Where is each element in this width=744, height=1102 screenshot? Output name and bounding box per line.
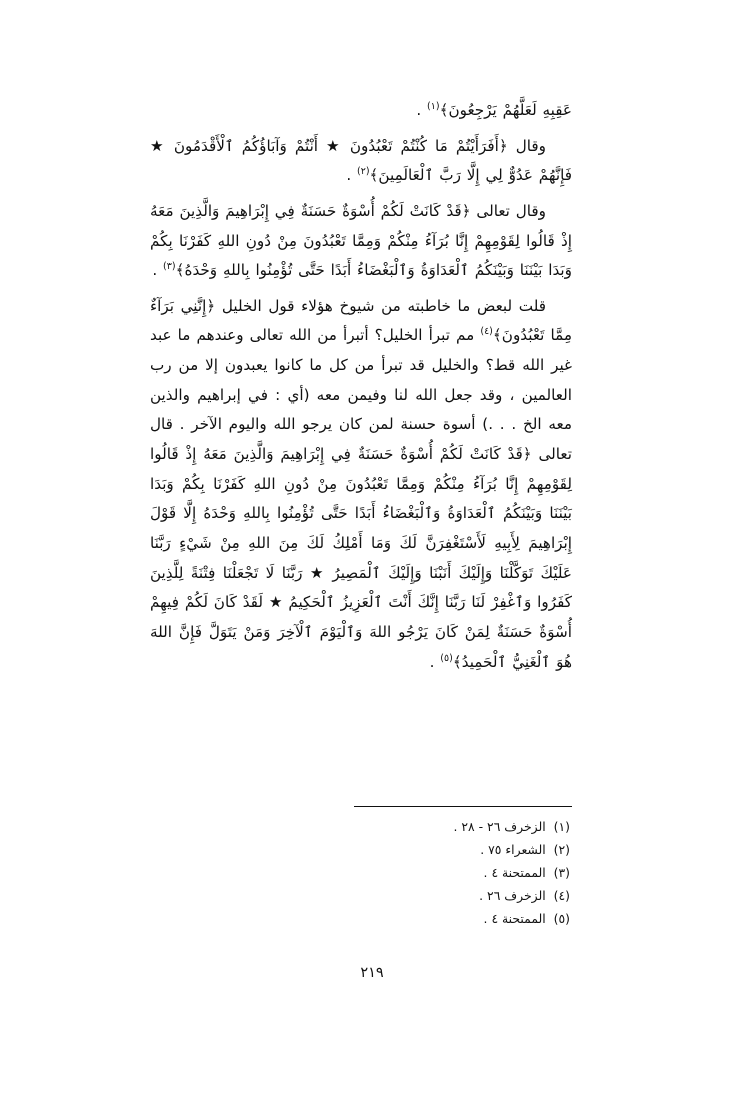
footnote-item xyxy=(150,908,572,931)
footnote-number: (٤) xyxy=(553,887,570,903)
footnote-ref-2: (٢) xyxy=(356,166,370,178)
footnote-text: الزخرف ٢٦ - ٢٨ . xyxy=(453,819,546,834)
footnote-number: (٢) xyxy=(553,841,570,857)
paragraph-1-text: عَقِبِهِ لَعَلَّهُمْ يَرْجِعُونَ﴾ xyxy=(439,101,572,119)
footnote-number: (١) xyxy=(553,819,570,834)
footnote-number: (٥) xyxy=(553,910,570,926)
paragraph-4-tail: مم تبرأ الخليل؟ أتبرأ من الله تعالى وعندهم ما عبد غير الله قط؟ والخليل قد تبرأ من كل ما كانوا يعبدون إلا من رب العالمين ، وقد جعل الله لنا وفيمن معه (أي : في إبراهيم والذين معه الخ . . .) أسوة حسنة لمن كان يرجو الله واليوم الآخر . قال تعالى ﴿قَدْ كَانَتْ لَكُمْ أُسْوَةٌ حَسَنَةٌ فِي إِبْرَاهِيمَ وَالَّذِينَ مَعَهُ إِذْ قَالُوا لِقَوْمِهِمْ إِنَّا بُرَآءُ مِنْكُمْ وَمِمَّا تَعْبُدُونَ مِنْ دُونِ اللهِ كَفَرْنَا بِكُمْ وَبَدَا بَيْنَنَا وَبَيْنَكُمُ ٱلْعَدَاوَةُ وَٱلْبَغْضَاءُ أَبَدًا حَتَّى تُؤْمِنُوا بِاللهِ وَحْدَهُ إِلَّا قَوْلَ إِبْرَاهِيمَ لِأَبِيهِ لَأَسْتَغْفِرَنَّ لَكَ وَمَا أَمْلِكُ لَكَ مِنَ اللهِ مِنْ شَيْءٍ رَبَّنَا عَلَيْكَ تَوَكَّلْنَا وَإِلَيْكَ أَنَبْنَا وَإِلَيْكَ ٱلْمَصِيرُ ★ رَبَّنَا لَا تَجْعَلْنَا فِتْنَةً لِلَّذِينَ كَفَرُوا وَٱغْفِرْ لَنَا رَبَّنَا إِنَّكَ أَنْتَ ٱلْعَزِيزُ ٱلْحَكِيمُ ★ لَقَدْ كَانَ لَكُمْ فِيهِمْ أُسْوَةٌ حَسَنَةٌ لِمَنْ كَانَ يَرْجُو اللهَ وَٱلْيَوْمَ ٱلْآخِرَ وَمَنْ يَتَوَلَّ فَإِنَّ اللهَ هُوَ ٱلْغَنِيُّ ٱلْحَمِيدُ﴾ xyxy=(150,326,572,671)
paragraph-4 xyxy=(150,292,572,677)
footnote-item xyxy=(150,839,572,862)
footnote-ref-3: (٣) xyxy=(163,261,176,273)
paragraph-2 xyxy=(150,132,572,191)
footnote-ref-1: (١) xyxy=(427,100,440,112)
footnote-separator xyxy=(354,806,572,807)
footnote-item xyxy=(150,862,572,885)
footnote-text: الزخرف ٢٦ . xyxy=(479,887,546,903)
footnote-ref-4: (٤) xyxy=(480,326,493,338)
footnote-number: (٣) xyxy=(553,864,570,880)
footnote-ref-5: (٥) xyxy=(440,652,453,664)
paragraph-1-tail: . xyxy=(416,101,428,119)
paragraph-3-tail: . xyxy=(152,261,164,280)
footnote-text: الممتحنة ٤ . xyxy=(483,910,546,926)
page-number: ٢١٩ xyxy=(360,965,384,981)
paragraph-1 xyxy=(150,96,572,126)
paragraph-2-text: وقال ﴿أَفَرَأَيْتُمْ مَا كُنْتُمْ تَعْبُدُونَ ★ أَنْتُمْ وَآبَاؤُكُمُ ٱلْأَقْدَمُونَ ★ فَإِنَّهُمْ عَدُوٌّ لِي إِلَّا رَبَّ ٱلْعَالَمِينَ﴾ xyxy=(150,136,572,185)
paragraph-3 xyxy=(150,197,572,286)
footnotes-block xyxy=(150,816,572,931)
footnote-text: الممتحنة ٤ . xyxy=(483,864,546,880)
footnote-item xyxy=(150,816,572,839)
paragraph-3-text: وقال تعالى ﴿قَدْ كَانَتْ لَكُمْ أُسْوَةٌ حَسَنَةٌ فِي إِبْرَاهِيمَ وَالَّذِينَ مَعَهُ إِذْ قَالُوا لِقَوْمِهِمْ إِنَّا بُرَآءُ مِنْكُمْ وَمِمَّا تَعْبُدُونَ مِنْ دُونِ اللهِ كَفَرْنَا بِكُمْ وَبَدَا بَيْنَنَا وَبَيْنَكُمُ ٱلْعَدَاوَةُ وَٱلْبَغْضَاءُ أَبَدًا حَتَّى تُؤْمِنُوا بِاللهِ وَحْدَهُ﴾ xyxy=(150,201,572,280)
paragraph-2-tail: . xyxy=(346,166,357,185)
paragraph-4-text: قلت لبعض ما خاطبته من شيوخ هؤلاء قول الخليل ﴿إِنَّنِي بَرَآءٌ مِمَّا تَعْبُدُونَ﴾ xyxy=(150,296,572,345)
page-body xyxy=(150,96,572,683)
paragraph-4-tail-2: . xyxy=(429,652,441,671)
footnote-item xyxy=(150,885,572,908)
footnote-text: الشعراء ٧٥ . xyxy=(480,841,546,857)
